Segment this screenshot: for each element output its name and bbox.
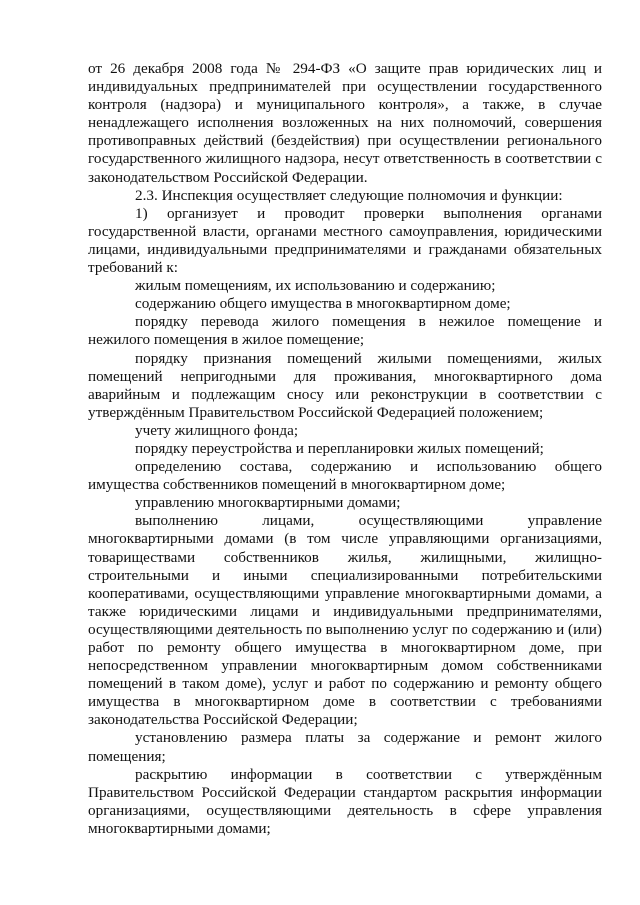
list-item: установлению размера платы за содержание и ремонт жилого помещения;: [88, 729, 602, 765]
list-item: жилым помещениям, их использованию и содержанию;: [135, 277, 496, 295]
list-item: порядку перевода жилого помещения в нежилое помещение и нежилого помещения в жилое помещение;: [88, 313, 602, 349]
list-item: определению состава, содержанию и использованию общего имущества собственников помещений в многоквартирном доме;: [88, 458, 602, 494]
list-item: содержанию общего имущества в многоквартирном доме;: [135, 295, 511, 313]
document-page: [88, 60, 602, 838]
paragraph-item-1: 1) организует и проводит проверки выполнения органами государственной власти, органами местного самоуправления, юридическими лицами, индивидуальными предпринимателями и гражданами обязательных требований к:: [88, 204, 602, 277]
list-item: управлению многоквартирными домами;: [135, 494, 401, 512]
list-item: порядку переустройства и перепланировки жилых помещений;: [135, 439, 544, 457]
list-item: выполнению лицами, осуществляющими управление многоквартирными домами (в том числе управляющими организациями, товариществами собственников жилья, жилищными, жилищно-строительными и иными специализированными потребительскими кооперативами, осуществляющими управление многоквартирными домами, а также юридическими лицами и индивидуальными предпринимателями, осуществляющими деятельность по выполнению услуг по содержанию и (или) работ по ремонту общего имущества в многоквартирном доме, при непосредственном управлении многоквартирным домом собственниками помещений в таком доме), услуг и работ по содержанию и ремонту общего имущества в многоквартирном доме в соответствии с требованиями законодательства Российской Федерации;: [88, 512, 602, 729]
list-item: порядку признания помещений жилыми помещениями, жилых помещений непригодными для проживания, многоквартирного дома аварийным и подлежащим сносу или реконструкции в соответствии с утверждённым Правительством Российской Федерацией положением;: [88, 349, 602, 421]
list-item: учету жилищного фонда;: [135, 421, 299, 439]
list-item: раскрытию информации в соответствии с утверждённым Правительством Российской Федерации стандартом раскрытия информации организациями, осуществляющими деятельность в сфере управления многоквартирными домами;: [88, 765, 602, 837]
paragraph-section-2-3: 2.3. Инспекция осуществляет следующие полномочия и функции:: [135, 186, 563, 204]
paragraph-responsibility: от 26 декабря 2008 года № 294-ФЗ «О защите прав юридических лиц и индивидуальных предпринимателей при осуществлении государственного контроля (надзора) и муниципального контроля», а также, в случае ненадлежащего исполнения возложенных на них полномочий, совершения противоправных действий (бездействия) при осуществлении регионального государственного жилищного надзора, несут ответственность в соответствии с законодательством Российской Федерации.: [88, 60, 602, 186]
